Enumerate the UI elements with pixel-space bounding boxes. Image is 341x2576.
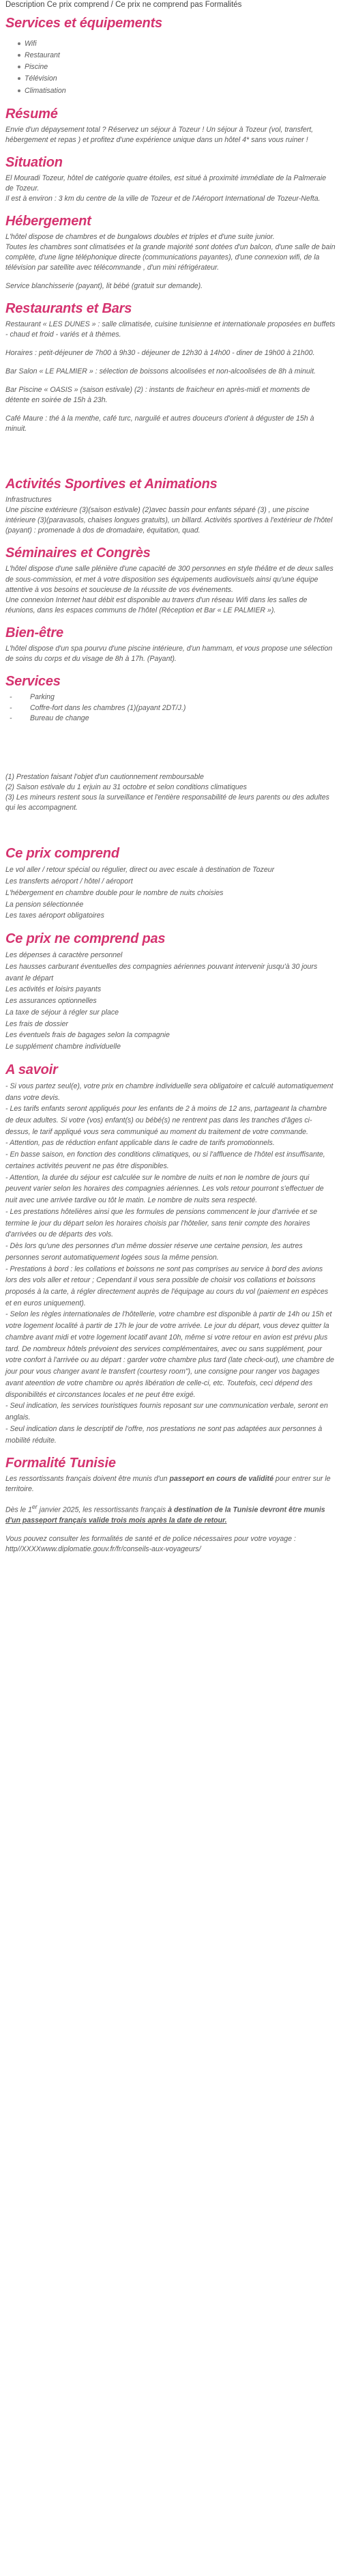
activites-text <box>5 495 336 536</box>
services-b-list <box>5 692 336 725</box>
comprend-item-hebergement: L'hébergement en chambre double pour le nombre de nuits choisies <box>5 888 224 897</box>
services-list <box>5 34 336 97</box>
ne-comprend-item: Les éventuels frais de bagages selon la compagnie <box>5 1031 170 1040</box>
bienetre-heading: Bien-être <box>5 625 63 640</box>
cafe-maure: Café Maure : thé à la menthe, café turc, narguilé et autres douceurs d'orient à déguster de 15h à minuit. <box>5 414 314 434</box>
formalite-p2-pre: Dès le 1 <box>5 1505 32 1514</box>
footnote-3: (3) Les mineurs restent sous la surveillance et l'entière responsabilité de leurs parents ou des adultes qui les accompagnent. <box>5 793 329 812</box>
hebergement-heading: Hébergement <box>5 213 91 229</box>
a-savoir-item: - Attention, pas de réduction enfant applicable dans le cadre de tarifs promotionnels. <box>5 1139 275 1148</box>
resume-heading: Résumé <box>5 106 58 122</box>
footnote-2: (2) Saison estivale du 1 erjuin au 31 octobre et selon conditions climatiques <box>5 783 247 792</box>
seminaires-text <box>5 564 336 615</box>
a-savoir-heading: A savoir <box>5 1062 58 1077</box>
services-b-heading: Services <box>5 673 61 689</box>
restaurants-heading: Restaurants et Bars <box>5 301 132 317</box>
a-savoir-item: - Attention, la durée du séjour est calculée sur le nombre de nuits et non le nombre de jours qui peuvent varier selon les horaires des compagnies aériennes. Les vols retour pourront s'effectuer de nuit avec une arrivée tardive ou tôt le matin. Le nombre de nuits sera respecté. <box>5 1173 324 1205</box>
resume-text: Envie d'un dépaysement total ? Réservez un séjour à Tozeur ! Un séjour à Tozeur (vol, transfert, hébergement et repas ) et profitez d'une expérience unique dans un hôtel 4* sans vous ruiner ! <box>5 125 314 144</box>
breadcrumb-separator: / <box>108 1 116 9</box>
service-item-wifi: Wifi <box>25 38 336 50</box>
breadcrumb-description-link[interactable]: Description Ce prix comprend <box>5 1 109 9</box>
a-savoir-item: - Prestations à bord : les collations et boissons ne sont pas comprises au service à bord des avions lors des vols aller et retour ; Cependant il vous sera possible de choisir vos collations et boissons proposés à la carte, à régler directement auprès de l'équipage au cours du vol (paiement en espèces et en euros uniquement). <box>5 1264 329 1307</box>
a-savoir-item: - Si vous partez seul(e), votre prix en chambre individuelle sera obligatoire et calculé automatiquement dans votre devis. <box>5 1081 333 1102</box>
a-savoir-item: - Selon les règles internationales de l'hôtellerie, votre chambre est disponible à partir de 14h ou 15h et votre logement localité à partir de 17h le jour de votre arrivée. Le jour du départ, vous devez quitter la chambre avant midi et votre logement locatif avant 10h, même si votre retour en avion est prévu plus tard. De nombreux hôtels prévoient des services complémentaires, avec ou sans supplément, pour votre confort à l'arrivée ou au départ : garder votre chambre plus tard (late check-out), une chambre de jour pour vous changer avant le transfert (courtesy room"), une consigne pour ranger vos bagages avant ateention de votre chambre ou après libération de celle-ci, etc. Toutefois, ceci dépend des disponibilités et circonstances locales et ne peut être exigé. <box>5 1310 334 1399</box>
ne-comprend-item: Les activités et loisirs payants <box>5 985 102 994</box>
seminaires-line-1: L'hôtel dispose d'une salle plénière d'une capacité de 300 personnes en style théâtre et de deux salles de sous-commission, et met à votre disposition ses équipements audiovisuels ainsi qu'une équipe attentive à vos besoins et soucieuse de la réussite de vos événements. <box>5 565 333 594</box>
formalite-p1-pre: Les ressortissants français doivent être munis d'un <box>5 1475 170 1484</box>
formalite-consulter[interactable]: Vous pouvez consulter les formalités de santé et de police nécessaires pour votre voyage : http//XXXXwww.diplomatie.gouv.fr/fr/conseils-aux-voyageurs/ <box>5 1534 296 1553</box>
activites-sub: Infrastructures <box>5 496 52 505</box>
activites-body: Une piscine extérieure (3)(saison estivale) (2)avec bassin pour enfants séparé (3) , une piscine intérieure (3)(paravasols, chaises longues gratuits), un billard. Activités sportives à l'extérieur de l'hôtel (payant) : promenade à dos de dromadaire, équitation, quad. <box>5 506 333 535</box>
services-b-item-change: - Bureau de change <box>19 713 336 724</box>
restaurant-horaires: Horaires : petit-déjeuner de 7h00 à 9h30 - déjeuner de 12h30 à 14h00 - diner de 19h00 à 21h00. <box>5 349 315 358</box>
hebergement-line-2: Toutes les chambres sont climatisées et la grande majorité sont dotées d'un balcon, d'une salle de bain complète, d'une ligne téléphonique directe (communications payantes), d'une connexion wifi, de la télévision par satellite avec télécommande , d'un mini réfrigérateur. <box>5 242 336 272</box>
breadcrumb <box>5 1 336 9</box>
a-savoir-list <box>5 1081 336 1447</box>
services-b-item-coffre: - Coffre-fort dans les chambres (1)(payant 2DT/J.) <box>19 703 336 714</box>
formalite-heading: Formalité Tunisie <box>5 1456 116 1471</box>
services-b-item-parking: - Parking <box>19 692 336 703</box>
situation-heading: Situation <box>5 154 63 170</box>
ne-comprend-item: Les hausses carburant éventuelles des compagnies aériennes pouvant intervenir jusqu'à 30 jours avant le départ <box>5 962 318 982</box>
hebergement-services: Service blanchisserie (payant), lit bébé (gratuit sur demande). <box>5 282 203 291</box>
service-item-restaurant: Restaurant <box>25 50 336 61</box>
comprend-heading: Ce prix comprend <box>5 846 119 862</box>
a-savoir-item: - En basse saison, en fonction des conditions climatiques, ou si l'affluence de l'hôtel est insuffisante, certaines activités peuvent ne pas être disponibles. <box>5 1150 325 1170</box>
footnote-1: (1) Prestation faisant l'objet d'un cautionnement remboursable <box>5 773 204 782</box>
a-savoir-item: - Les prestations hôtelières ainsi que les formules de pensions commencent le jour d'arrivée et se termine le jour du départ selon les horaires choisis par l'hôtelier, sans tenir compte des horaires d'arrivées ou de départs des vols. <box>5 1207 318 1239</box>
formalite-passeport <box>5 1474 336 1495</box>
restaurant-dunes: Restaurant « LES DUNES » : salle climatisée, cuisine tunisienne et internationale proposées en buffets - chaud et froid - variés et à thèmes. <box>5 320 336 339</box>
service-item-piscine: Piscine <box>25 61 336 73</box>
comprend-item-pension: La pension sélectionnée <box>5 900 84 909</box>
ne-comprend-item: Les assurances optionnelles <box>5 997 97 1006</box>
comprend-item-transferts: Les transferts aéroport / hôtel / aéroport <box>5 877 133 886</box>
ne-comprend-list <box>5 950 336 1053</box>
seminaires-line-2: Une connexion Internet haut débit est disponible au travers d'un réseau Wifi dans les salles de réunions, dans les espaces communs de l'hôtel (Réception et Bar « LE PALMIER »). <box>5 595 308 614</box>
a-savoir-item: - Les tarifs enfants seront appliqués pour les enfants de 2 à moins de 12 ans, partageant la chambre de deux adultes. Si votre (vos) enfant(s) ou bébé(s) ne rentrent pas dans les tranches d'âges ci-dessus, le tarif appliqué vous sera communiqué au moment du traitement de votre commande. <box>5 1105 327 1136</box>
ne-comprend-item: Les frais de dossier <box>5 1019 68 1028</box>
a-savoir-item: - Seul indication dans le descriptif de l'offre, nos prestations ne sont pas adaptées aux personnes à mobilité réduite. <box>5 1424 323 1445</box>
bienetre-text: L'hôtel dispose d'un spa pourvu d'une piscine intérieure, d'un hammam, et vous propose une sélection de soins du corps et du visage de 8h à 17h. (Payant). <box>5 644 333 663</box>
bar-oasis: Bar Piscine « OASIS » (saison estivale) (2) : instants de fraicheur en après-midi et moments de détente en soirée de 15h à 23h. <box>5 386 310 405</box>
situation-line-1: El Mouradi Tozeur, hôtel de catégorie quatre étoiles, est situé à proximité immédiate de la Palmeraie de Tozeur. <box>5 173 327 193</box>
ne-comprend-item: La taxe de séjour à régler sur place <box>5 1008 119 1017</box>
ne-comprend-item: Le supplément chambre individuelle <box>5 1043 121 1051</box>
formalite-2025 <box>5 1503 336 1526</box>
page <box>0 1 341 1570</box>
situation-text <box>5 173 336 204</box>
services-heading: Services et équipements <box>5 16 162 31</box>
formalite-p1-bold: passeport en cours de validité <box>169 1475 273 1484</box>
formalite-p2-sup: er <box>31 1503 38 1511</box>
formalite-p1-post: pour entrer sur le territoire. <box>5 1475 331 1494</box>
service-item-television: Télévision <box>25 73 336 85</box>
a-savoir-item: - Dès lors qu'une des personnes d'un même dossier réserve une certaine pension, les autres personnes seront automatiquement logées sous la même pension. <box>5 1242 303 1262</box>
formalite-p2-bold: à destination de la Tunisie devront être munis <box>168 1505 325 1514</box>
hebergement-text <box>5 232 336 273</box>
ne-comprend-heading: Ce prix ne comprend pas <box>5 931 166 947</box>
hebergement-line-1: L'hôtel dispose de chambres et de bungalows doubles et triples et d'une suite junior. <box>5 232 275 241</box>
bar-palmier: Bar Salon « LE PALMIER » : sélection de boissons alcoolisées et non-alcoolisées de 8h à minuit. <box>5 367 316 376</box>
formalite-p2-underline: d'un passeport français valide trois mois après la date de retour. <box>5 1516 227 1525</box>
activites-heading: Activités Sportives et Animations <box>5 477 218 492</box>
footnotes <box>5 772 336 813</box>
situation-line-2: Il est à environ : 3 km du centre de la ville de Tozeur et de l'Aéroport International de Tozeur-Nefta. <box>5 194 321 203</box>
a-savoir-item: - Seul indication, les services touristiques fournis reposant sur une communication verbale, seront en anglais. <box>5 1402 328 1422</box>
formalite-p2-mid: janvier 2025, les ressortissants français <box>37 1505 168 1514</box>
breadcrumb-ne-comprend-link[interactable]: Ce prix ne comprend pas Formalités <box>115 1 242 9</box>
seminaires-heading: Séminaires et Congrès <box>5 546 151 561</box>
comprend-item-taxes: Les taxes aéroport obligatoires <box>5 911 104 920</box>
ne-comprend-item: Les dépenses à caractère personnel <box>5 951 123 960</box>
comprend-item-vol: Le vol aller / retour spécial ou régulier, direct ou avec escale à destination de Tozeur <box>5 866 275 875</box>
service-item-climatisation: Climatisation <box>25 85 336 97</box>
comprend-list <box>5 864 336 922</box>
